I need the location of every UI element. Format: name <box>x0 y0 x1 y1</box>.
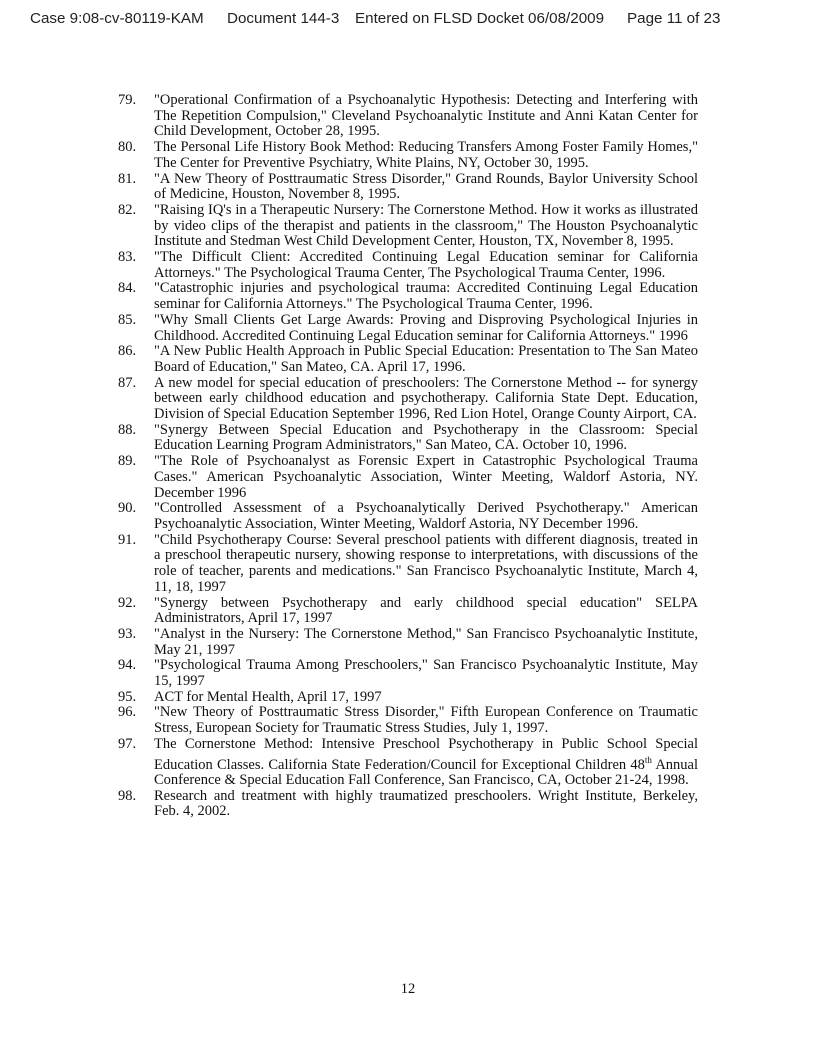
header-page-count: Page 11 of 23 <box>627 10 721 27</box>
list-item-number: 79. <box>118 92 137 108</box>
list-item-text: "The Difficult Client: Accredited Continuing Legal Education seminar for California Attorneys." The Psychological Trauma Center, The Psychological Trauma Center, 1996. <box>154 249 698 281</box>
list-item-text: "Synergy between Psychotherapy and early childhood special education" SELPA Administrators, April 17, 1997 <box>154 594 698 627</box>
list-item-number: 86. <box>118 343 137 360</box>
list-item-text: "Raising IQ's in a Therapeutic Nursery: The Cornerstone Method. How it works as illustrated by video clips of the therapist and patients in the classroom," The Houston Psychoanalytic Institute and Stedman West Child Development Center, Houston, TX, November 8, 1995. <box>154 201 698 250</box>
list-item <box>118 344 698 375</box>
list-item-number: 90. <box>118 500 137 517</box>
list-item-text: "Controlled Assessment of a Psychoanalytically Derived Psychotherapy." American Psychoanalytic Association, Winter Meeting, Waldorf Astoria, NY December 1996. <box>154 500 698 532</box>
list-item-text: Research and treatment with highly traumatized preschoolers. Wright Institute, Berkeley, Feb. 4, 2002. <box>154 787 698 820</box>
list-item-number: 88. <box>118 421 137 438</box>
list-item-text: "A New Public Health Approach in Public Special Education: Presentation to The San Mateo Board of Education," San Mateo, CA. April 17, 1996. <box>154 343 698 375</box>
list-item-text: "Catastrophic injuries and psychological trauma: Accredited Continuing Legal Education seminar for California Attorneys." The Psychological Trauma Center, 1996. <box>154 280 698 313</box>
list-item-number: 80. <box>118 139 137 156</box>
list-item <box>118 423 698 454</box>
list-item-number: 81. <box>118 170 137 187</box>
list-item <box>118 658 698 689</box>
list-item-number: 89. <box>118 453 137 470</box>
list-item <box>118 789 698 820</box>
list-item <box>118 93 698 140</box>
presentation-list <box>118 93 698 820</box>
list-item-text: "Psychological Trauma Among Preschoolers," San Francisco Psychoanalytic Institute, May 15, 1997 <box>154 657 698 690</box>
docket-header <box>30 10 790 27</box>
list-item-number: 93. <box>118 625 137 642</box>
list-item-number: 95. <box>118 688 137 705</box>
list-item-text: A new model for special education of preschoolers: The Cornerstone Method -- for synergy between early childhood education and psychotherapy. California State Dept. Education, Division of Special Education September 1996, Red Lion Hotel, Orange County Airport, CA. <box>154 374 698 423</box>
list-item-text-part: The Cornerstone Method: Intensive Preschool Psychotherapy in Public School Special Education Classes. California State Federation/Council for Exceptional Children 48 <box>154 735 698 773</box>
list-item-number: 85. <box>118 311 137 328</box>
list-item-number: 96. <box>118 704 137 721</box>
list-item <box>118 705 698 736</box>
list-item-number: 94. <box>118 657 137 674</box>
list-item-number: 98. <box>118 787 137 804</box>
list-item <box>118 690 698 706</box>
list-item-number: 83. <box>118 249 137 266</box>
list-item-text: "Why Small Clients Get Large Awards: Proving and Disproving Psychological Injuries in Childhood. Accredited Continuing Legal Education seminar for California Attorneys." 1996 <box>154 311 698 344</box>
header-document-number: Document 144-3 <box>227 10 340 27</box>
list-item-text: ACT for Mental Health, April 17, 1997 <box>154 688 382 705</box>
list-item <box>118 454 698 501</box>
list-item <box>118 376 698 423</box>
header-entered-date: Entered on FLSD Docket 06/08/2009 <box>355 10 605 27</box>
list-item-number: 92. <box>118 594 137 611</box>
list-item-number: 97. <box>118 735 137 752</box>
list-item-text: "Child Psychotherapy Course: Several preschool patients with different diagnosis, treated in a preschool therapeutic nursery, showing response to interpretations, with discussions of the role of teacher, parents and medications." San Francisco Psychoanalytic Institute, March 4, 11, 18, 1997 <box>154 531 698 595</box>
list-item-text-part: Annual Conference & Special Education Fall Conference, San Francisco, CA, October 21-24, 1998. <box>154 756 699 789</box>
list-item-number: 87. <box>118 374 137 391</box>
list-item <box>118 140 698 171</box>
list-item <box>118 313 698 344</box>
list-item <box>118 737 698 789</box>
superscript: th <box>644 754 652 765</box>
list-item <box>118 172 698 203</box>
list-item <box>118 596 698 627</box>
list-item <box>118 203 698 250</box>
list-item-text <box>154 737 698 789</box>
list-item-text: "New Theory of Posttraumatic Stress Disorder," Fifth European Conference on Traumatic Stress, European Society for Traumatic Stress Studies, July 1, 1997. <box>154 704 698 737</box>
list-item-text: "Operational Confirmation of a Psychoanalytic Hypothesis: Detecting and Interfering with The Repetition Compulsion," Cleveland Psychoanalytic Institute and Anni Katan Center for Child Development, October 28, 1995. <box>154 92 698 140</box>
header-case-number: Case 9:08-cv-80119-KAM <box>30 10 204 27</box>
list-item-text: "Synergy Between Special Education and Psychotherapy in the Classroom: Special Education Learning Program Administrators," San Mateo, CA. October 10, 1996. <box>154 421 698 454</box>
list-item-number: 91. <box>118 531 137 548</box>
list-item <box>118 627 698 658</box>
list-item-number: 82. <box>118 201 137 218</box>
page-number: 12 <box>400 981 416 997</box>
list-item-number: 84. <box>118 280 137 297</box>
list-item-text: "Analyst in the Nursery: The Cornerstone Method," San Francisco Psychoanalytic Institute, May 21, 1997 <box>154 625 698 658</box>
list-item <box>118 250 698 281</box>
list-item-text: The Personal Life History Book Method: Reducing Transfers Among Foster Family Homes," The Center for Preventive Psychiatry, White Plains, NY, October 30, 1995. <box>154 139 698 171</box>
list-item <box>118 501 698 532</box>
list-item-text: "A New Theory of Posttraumatic Stress Disorder," Grand Rounds, Baylor University School of Medicine, Houston, November 8, 1995. <box>154 170 698 203</box>
list-item <box>118 533 698 596</box>
list-item <box>118 281 698 312</box>
list-item-text: "The Role of Psychoanalyst as Forensic Expert in Catastrophic Psychological Trauma Cases." American Psychoanalytic Association, Winter Meeting, Waldorf Astoria, NY. December 1996 <box>154 453 698 501</box>
